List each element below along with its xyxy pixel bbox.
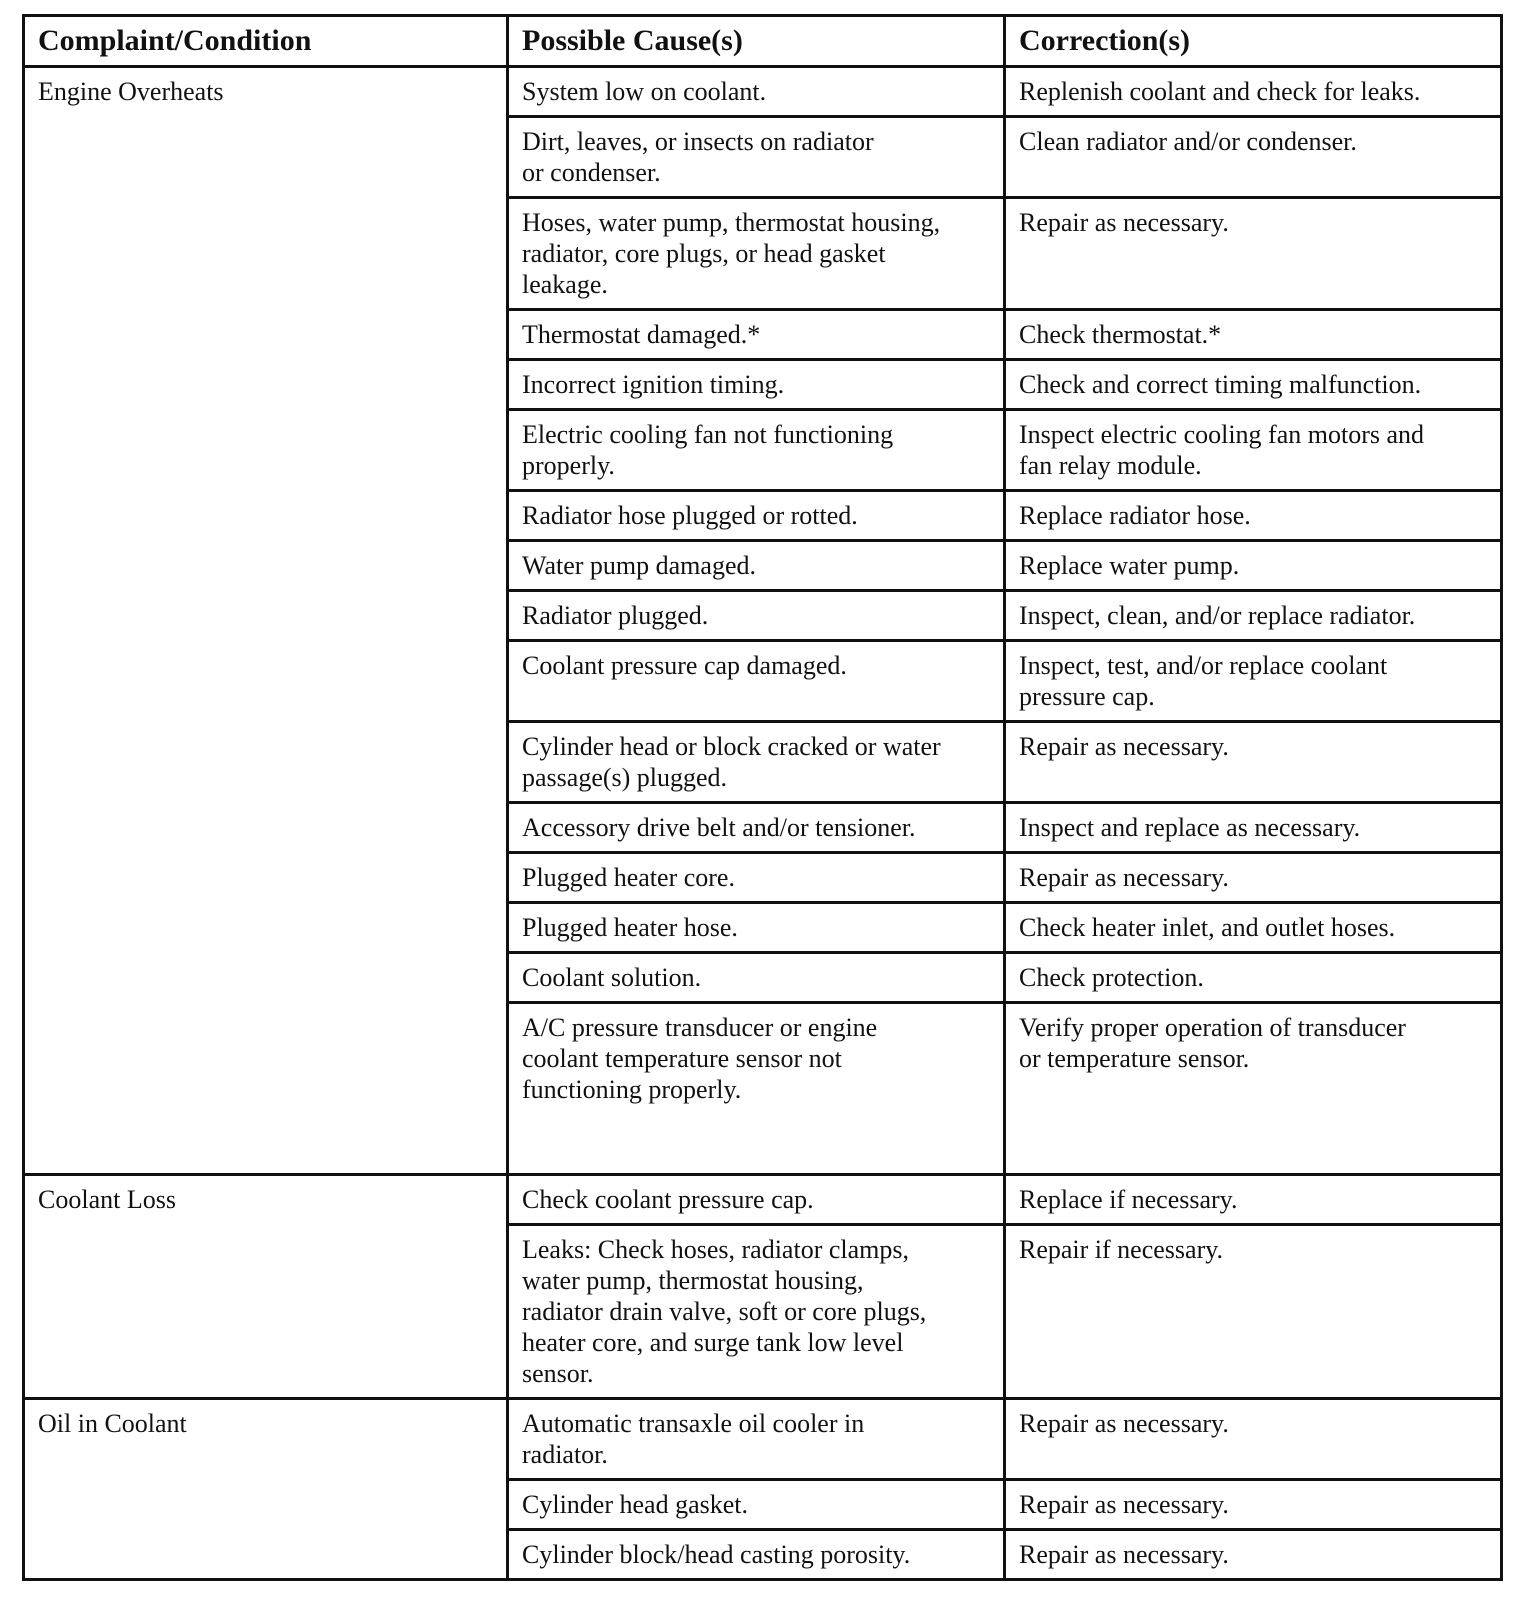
diagnosis-table-page bbox=[22, 14, 1502, 1581]
cause-cell: Thermostat damaged.* bbox=[508, 310, 1005, 360]
header-row bbox=[24, 16, 1502, 67]
correction-cell: Replace if necessary. bbox=[1005, 1175, 1502, 1225]
cause-cell: Automatic transaxle oil cooler in radiator. bbox=[508, 1399, 1005, 1480]
correction-cell: Repair as necessary. bbox=[1005, 198, 1502, 310]
cause-cell: Leaks: Check hoses, radiator clamps, water pump, thermostat housing, radiator drain valve, soft or core plugs, heater core, and surge tank low level sensor. bbox=[508, 1225, 1005, 1399]
correction-cell: Verify proper operation of transducer or temperature sensor. bbox=[1005, 1003, 1502, 1175]
cause-cell: A/C pressure transducer or engine coolant temperature sensor not functioning properly. bbox=[508, 1003, 1005, 1175]
table-row bbox=[24, 1399, 1502, 1480]
correction-cell: Repair as necessary. bbox=[1005, 1530, 1502, 1580]
cause-cell: Radiator plugged. bbox=[508, 591, 1005, 641]
cause-cell: Coolant pressure cap damaged. bbox=[508, 641, 1005, 722]
correction-cell: Repair as necessary. bbox=[1005, 722, 1502, 803]
header-complaint: Complaint/Condition bbox=[24, 16, 508, 67]
cause-cell: Electric cooling fan not functioning properly. bbox=[508, 410, 1005, 491]
correction-cell: Repair if necessary. bbox=[1005, 1225, 1502, 1399]
table-header bbox=[24, 16, 1502, 67]
correction-cell: Check protection. bbox=[1005, 953, 1502, 1003]
correction-cell: Check heater inlet, and outlet hoses. bbox=[1005, 903, 1502, 953]
table-row bbox=[24, 1175, 1502, 1225]
complaint-oil-in-coolant: Oil in Coolant bbox=[24, 1399, 508, 1580]
cause-cell: Cylinder head gasket. bbox=[508, 1480, 1005, 1530]
cause-cell: System low on coolant. bbox=[508, 67, 1005, 117]
cause-cell: Check coolant pressure cap. bbox=[508, 1175, 1005, 1225]
cause-cell: Coolant solution. bbox=[508, 953, 1005, 1003]
correction-cell: Inspect, test, and/or replace coolant pressure cap. bbox=[1005, 641, 1502, 722]
correction-cell: Clean radiator and/or condenser. bbox=[1005, 117, 1502, 198]
header-correction: Correction(s) bbox=[1005, 16, 1502, 67]
header-cause: Possible Cause(s) bbox=[508, 16, 1005, 67]
correction-cell: Replenish coolant and check for leaks. bbox=[1005, 67, 1502, 117]
correction-cell: Repair as necessary. bbox=[1005, 853, 1502, 903]
cause-cell: Cylinder head or block cracked or water passage(s) plugged. bbox=[508, 722, 1005, 803]
correction-cell: Inspect and replace as necessary. bbox=[1005, 803, 1502, 853]
correction-cell: Check thermostat.* bbox=[1005, 310, 1502, 360]
correction-cell: Repair as necessary. bbox=[1005, 1480, 1502, 1530]
cause-cell: Cylinder block/head casting porosity. bbox=[508, 1530, 1005, 1580]
cause-cell: Hoses, water pump, thermostat housing, radiator, core plugs, or head gasket leakage. bbox=[508, 198, 1005, 310]
cause-cell: Plugged heater core. bbox=[508, 853, 1005, 903]
diagnosis-table bbox=[22, 14, 1503, 1581]
complaint-engine-overheats: Engine Overheats bbox=[24, 67, 508, 1175]
cause-cell: Accessory drive belt and/or tensioner. bbox=[508, 803, 1005, 853]
complaint-coolant-loss: Coolant Loss bbox=[24, 1175, 508, 1399]
table-body bbox=[24, 67, 1502, 1580]
correction-cell: Inspect electric cooling fan motors and fan relay module. bbox=[1005, 410, 1502, 491]
correction-cell: Repair as necessary. bbox=[1005, 1399, 1502, 1480]
cause-cell: Plugged heater hose. bbox=[508, 903, 1005, 953]
cause-cell: Incorrect ignition timing. bbox=[508, 360, 1005, 410]
correction-cell: Replace water pump. bbox=[1005, 541, 1502, 591]
cause-cell: Dirt, leaves, or insects on radiator or condenser. bbox=[508, 117, 1005, 198]
cause-cell: Water pump damaged. bbox=[508, 541, 1005, 591]
table-row bbox=[24, 67, 1502, 117]
correction-cell: Inspect, clean, and/or replace radiator. bbox=[1005, 591, 1502, 641]
correction-cell: Check and correct timing malfunction. bbox=[1005, 360, 1502, 410]
cause-cell: Radiator hose plugged or rotted. bbox=[508, 491, 1005, 541]
correction-cell: Replace radiator hose. bbox=[1005, 491, 1502, 541]
